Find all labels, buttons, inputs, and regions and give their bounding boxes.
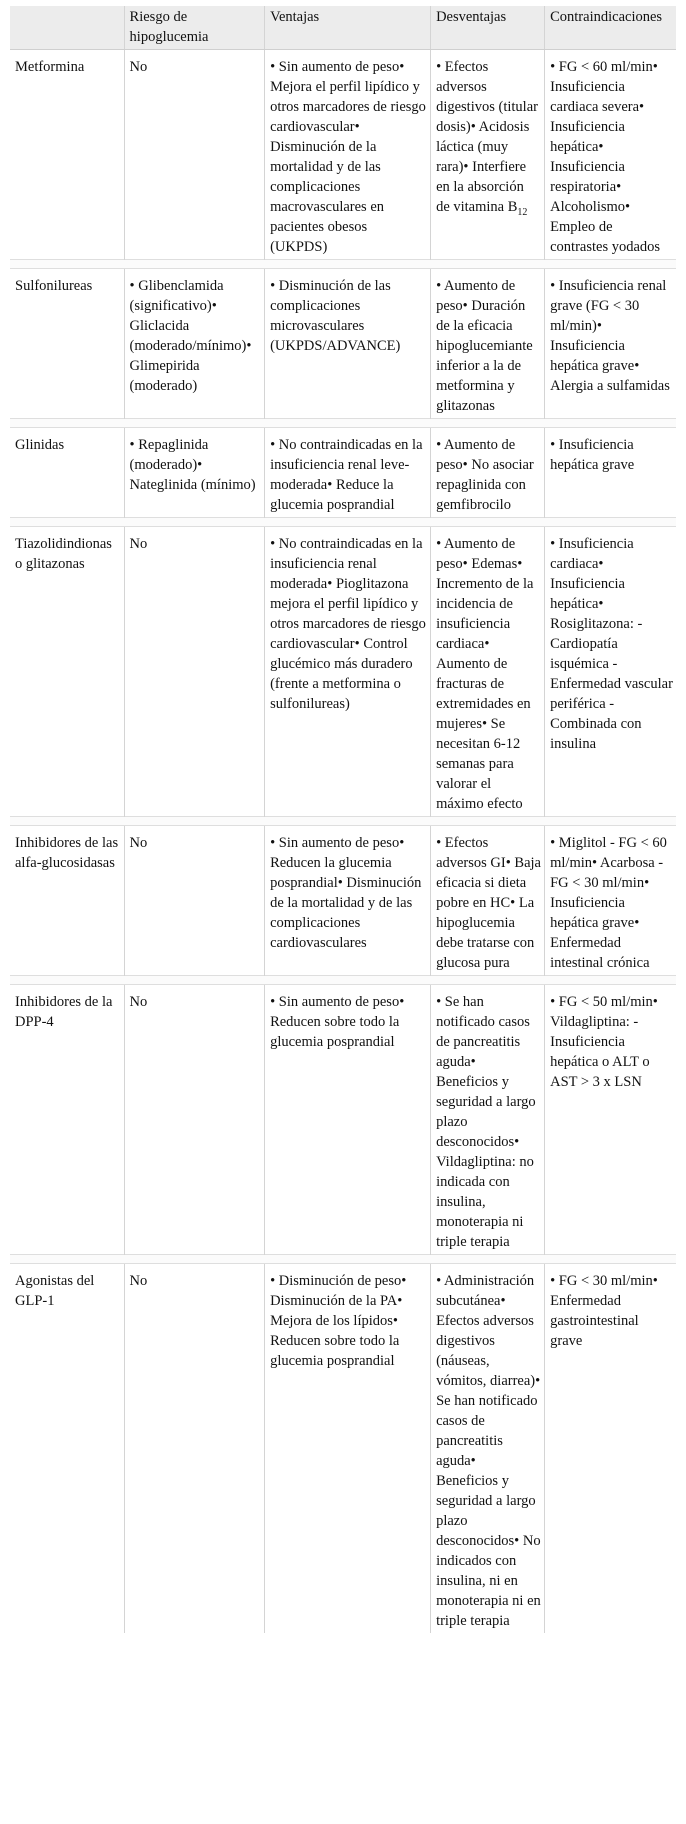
- disadvantages-cell: • Aumento de peso• No asociar repaglinida con gemfibrocilo: [431, 428, 545, 518]
- contraindications-cell: • FG < 50 ml/min• Vildagliptina: - Insuficiencia hepática o ALT o AST > 3 x LSN: [545, 985, 676, 1255]
- vitamin-subscript: 12: [517, 206, 528, 218]
- row-separator: [10, 419, 676, 428]
- contraindications-cell: • FG < 30 ml/min• Enfermedad gastrointestinal grave: [545, 1264, 676, 1634]
- advantages-cell: • Sin aumento de peso• Mejora el perfil lipídico y otros marcadores de riesgo cardiovascular• Disminución de la mortalidad y de las complicaciones macrovasculares en pacientes obesos (UKPDS): [265, 50, 431, 260]
- separator-cell: [10, 1255, 676, 1264]
- drug-class-cell: Inhibidores de las alfa-glucosidasas: [15, 835, 119, 871]
- header-row: [10, 6, 676, 50]
- advantages-cell: • Disminución de las complicaciones microvasculares (UKPDS/ADVANCE): [265, 269, 431, 419]
- table-row: [10, 527, 676, 817]
- separator-cell: [10, 976, 676, 985]
- risk-cell: No: [124, 1264, 265, 1634]
- table-header: [10, 6, 676, 50]
- table-row: [10, 826, 676, 976]
- disadvantages-cell: • Aumento de peso• Duración de la eficacia hipoglucemiante inferior a la de metformina y glitazonas: [431, 269, 545, 419]
- table-row: [10, 50, 676, 260]
- row-separator: [10, 518, 676, 527]
- separator-cell: [10, 518, 676, 527]
- table-row: [10, 1264, 676, 1634]
- disadvantages-cell: • Se han notificado casos de pancreatitis aguda• Beneficios y seguridad a largo plazo desconocidos• Vildagliptina: no indicada con insulina, monoterapia ni triple terapia: [431, 985, 545, 1255]
- separator-cell: [10, 260, 676, 269]
- contraindications-cell: • FG < 60 ml/min• Insuficiencia cardiaca severa• Insuficiencia hepática• Insuficiencia respiratoria• Alcoholismo• Empleo de contrastes yodados: [545, 50, 676, 260]
- separator-cell: [10, 419, 676, 428]
- risk-cell: No: [124, 985, 265, 1255]
- drug-class-cell: Inhibidores de la DPP-4: [15, 994, 113, 1030]
- advantages-cell: • No contraindicadas en la insuficiencia renal moderada• Pioglitazona mejora el perfil lipídico y otros marcadores de riesgo cardiovascular• Control glucémico más duradero (frente a metformina o sulfonilureas): [265, 527, 431, 817]
- contraindications-cell: • Insuficiencia hepática grave: [545, 428, 676, 518]
- disadvantages-text: • Efectos adversos digestivos (titular dosis)• Acidosis láctica (muy rara)• Interfiere en la absorción de vitamina B: [436, 59, 538, 215]
- advantages-cell: • No contraindicadas en la insuficiencia renal leve-moderada• Reduce la glucemia posprandial: [265, 428, 431, 518]
- row-separator: [10, 1255, 676, 1264]
- table-row: [10, 269, 676, 419]
- contraindications-cell: • Miglitol - FG < 60 ml/min• Acarbosa - FG < 30 ml/min• Insuficiencia hepática grave• Enfermedad intestinal crónica: [545, 826, 676, 976]
- header-drug-class: [10, 6, 124, 50]
- table-row: [10, 985, 676, 1255]
- risk-cell: No: [124, 50, 265, 260]
- risk-cell: • Glibenclamida (significativo)• Gliclacida (moderado/mínimo)• Glimepirida (moderado): [124, 269, 265, 419]
- table-body: [10, 50, 676, 1634]
- drug-class-cell: Sulfonilureas: [15, 278, 93, 294]
- drug-class-cell: Tiazolidindionas o glitazonas: [15, 536, 112, 572]
- advantages-cell: • Disminución de peso• Disminución de la PA• Mejora de los lípidos• Reducen sobre todo la glucemia posprandial: [265, 1264, 431, 1634]
- row-separator: [10, 817, 676, 826]
- separator-cell: [10, 817, 676, 826]
- disadvantages-cell: • Administración subcutánea• Efectos adversos digestivos (náuseas, vómitos, diarrea)• Se han notificado casos de pancreatitis aguda• Beneficios y seguridad a largo plazo desconocidos• No indicados con insulina, ni en monoterapia ni en triple terapia: [431, 1264, 545, 1634]
- drug-class-cell: Agonistas del GLP-1: [15, 1273, 95, 1309]
- disadvantages-cell: • Aumento de peso• Edemas• Incremento de la incidencia de insuficiencia cardiaca• Aumento de fracturas de extremidades en mujeres• Se necesitan 6-12 semanas para valorar el máximo efecto: [431, 527, 545, 817]
- disadvantages-cell: • Efectos adversos GI• Baja eficacia si dieta pobre en HC• La hipoglucemia debe tratarse con glucosa pura: [431, 826, 545, 976]
- header-contraindications: Contraindicaciones: [545, 6, 676, 50]
- header-advantages: Ventajas: [265, 6, 431, 50]
- antidiabetic-comparison-table: [10, 6, 676, 1633]
- advantages-cell: • Sin aumento de peso• Reducen la glucemia posprandial• Disminución de la mortalidad y de las complicaciones cardiovasculares: [265, 826, 431, 976]
- row-separator: [10, 260, 676, 269]
- drug-class-cell: Glinidas: [15, 437, 65, 453]
- risk-cell: • Repaglinida (moderado)• Nateglinida (mínimo): [124, 428, 265, 518]
- contraindications-cell: • Insuficiencia cardiaca• Insuficiencia hepática• Rosiglitazona: - Cardiopatía isquémica - Enfermedad vascular periférica - Combinada con insulina: [545, 527, 676, 817]
- header-hypoglycemia-risk: Riesgo de hipoglucemia: [124, 6, 265, 50]
- header-disadvantages: Desventajas: [431, 6, 545, 50]
- drug-class-cell: Metformina: [15, 59, 85, 75]
- table-row: [10, 428, 676, 518]
- risk-cell: No: [124, 527, 265, 817]
- disadvantages-cell: [431, 50, 545, 260]
- row-separator: [10, 976, 676, 985]
- contraindications-cell: • Insuficiencia renal grave (FG < 30 ml/min)• Insuficiencia hepática grave• Alergia a sulfamidas: [545, 269, 676, 419]
- risk-cell: No: [124, 826, 265, 976]
- advantages-cell: • Sin aumento de peso• Reducen sobre todo la glucemia posprandial: [265, 985, 431, 1255]
